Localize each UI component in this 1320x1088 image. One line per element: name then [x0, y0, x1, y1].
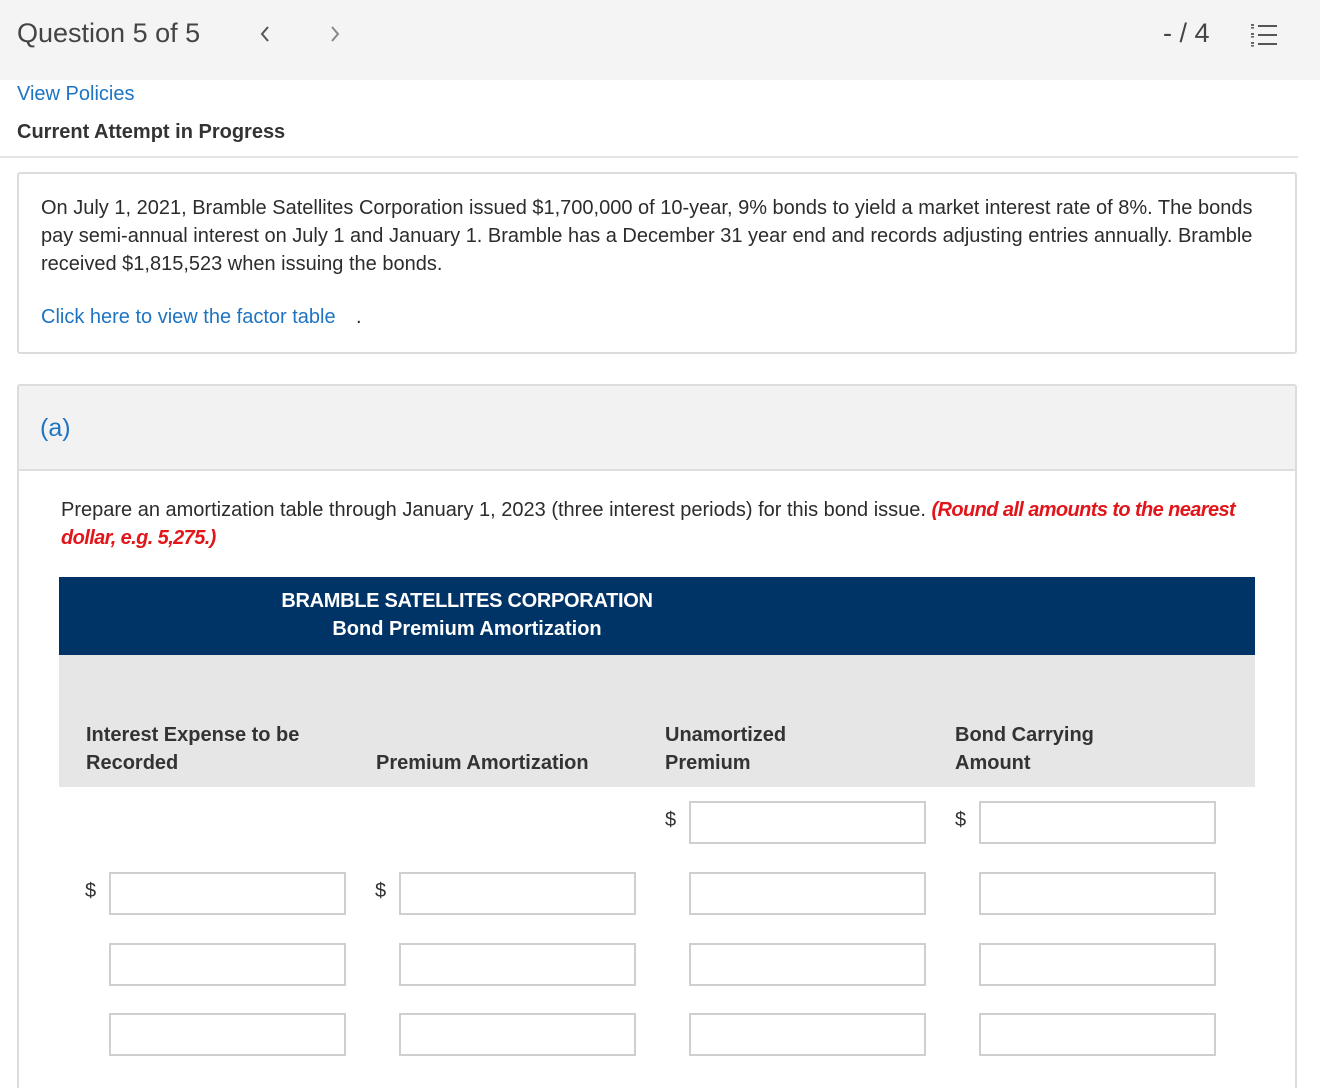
bond-carrying-amount-input-row-2[interactable]	[979, 872, 1216, 915]
view-policies-link[interactable]: View Policies	[17, 83, 135, 105]
amortization-table-title	[59, 577, 1255, 655]
company-name: BRAMBLE SATELLITES CORPORATION	[281, 590, 653, 612]
dollar-sign: $	[955, 809, 967, 831]
part-label: (a)	[40, 414, 71, 442]
dollar-sign: $	[665, 809, 677, 831]
col-header-premium-amortization: Premium Amortization	[376, 752, 589, 774]
bond-carrying-amount-input-row-3[interactable]	[979, 943, 1216, 986]
dollar-sign: $	[85, 880, 97, 902]
unamortized-premium-input-row-2[interactable]	[689, 872, 926, 915]
question-counter: Question 5 of 5	[17, 18, 201, 48]
previous-question-button[interactable]	[252, 20, 278, 48]
attempt-status: Current Attempt in Progress	[17, 121, 286, 143]
instruction-text: Prepare an amortization table through January 1, 2023 (three interest periods) for this bond issue.	[61, 499, 932, 521]
score-display: - / 4	[1163, 18, 1210, 48]
unamortized-premium-input-row-4[interactable]	[689, 1013, 926, 1056]
problem-statement-card	[17, 172, 1297, 354]
col-header-unamortized-premium: Unamortized Premium	[665, 724, 787, 774]
premium-amortization-input-row-4[interactable]	[399, 1013, 636, 1056]
unamortized-premium-input-row-1[interactable]	[689, 801, 926, 844]
chevron-left-icon	[259, 25, 271, 43]
numbered-list-icon[interactable]	[1250, 22, 1278, 48]
interest-expense-input-row-2[interactable]	[109, 872, 346, 915]
part-a-header	[19, 386, 1295, 471]
factor-link-period: .	[356, 306, 362, 328]
interest-expense-input-row-3[interactable]	[109, 943, 346, 986]
col-header-bond-carrying-amount: Bond Carrying Amount	[955, 724, 1094, 774]
policies-section	[0, 80, 1298, 158]
factor-table-link[interactable]: Click here to view the factor table	[41, 306, 336, 328]
problem-text: On July 1, 2021, Bramble Satellites Corporation issued $1,700,000 of 10-year, 9% bonds to yield a market interest rate of 8%. The bonds pay semi-annual interest on July 1 and January 1. Bramble has a December 31 year end and records adjusting entries annually. Bramble received $1,815,523 when issuing the bonds.	[41, 197, 1253, 275]
dollar-sign: $	[375, 880, 387, 902]
next-question-button[interactable]	[322, 20, 348, 48]
col-header-interest-expense: Interest Expense to be Recorded	[86, 724, 300, 774]
unamortized-premium-input-row-3[interactable]	[689, 943, 926, 986]
question-header	[0, 0, 1320, 80]
interest-expense-input-row-4[interactable]	[109, 1013, 346, 1056]
premium-amortization-input-row-2[interactable]	[399, 872, 636, 915]
chevron-right-icon	[329, 25, 341, 43]
column-headers	[59, 655, 1255, 787]
bond-carrying-amount-input-row-1[interactable]	[979, 801, 1216, 844]
table-subtitle: Bond Premium Amortization	[332, 618, 602, 640]
premium-amortization-input-row-3[interactable]	[399, 943, 636, 986]
rounding-instruction: (Round all amounts to the nearest dollar, e.g. 5,275.)	[61, 499, 1236, 549]
part-a-instruction	[61, 496, 1241, 552]
bond-carrying-amount-input-row-4[interactable]	[979, 1013, 1216, 1056]
